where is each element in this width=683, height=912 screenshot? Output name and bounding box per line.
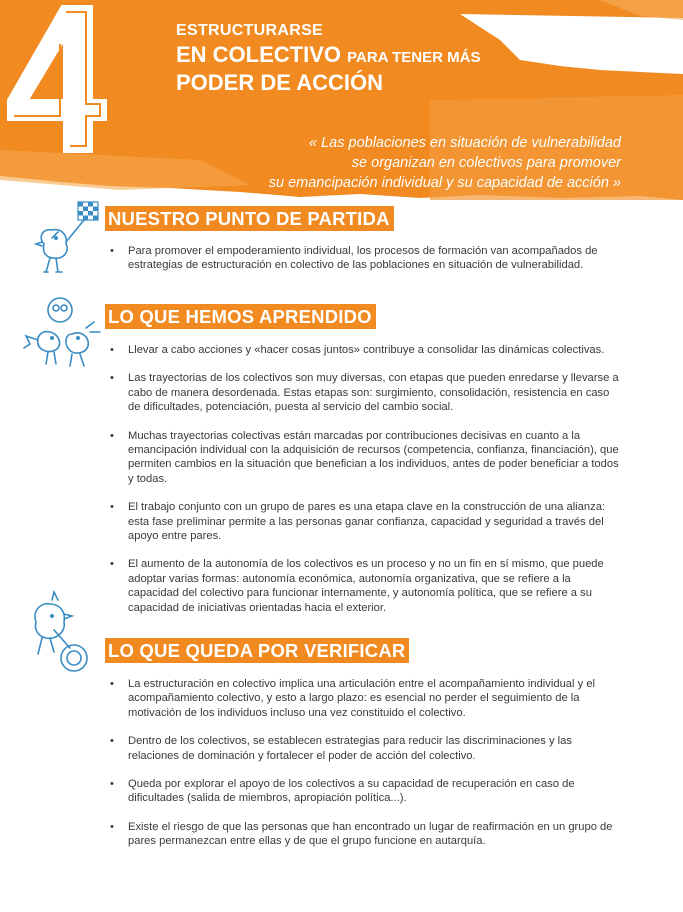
page-header [0,0,683,210]
birds-with-magnifier-icon [20,292,104,374]
header-quote [269,133,621,193]
bullet-list-to-verify [110,677,622,863]
title-line-1: ESTRUCTURARSE [176,22,324,39]
quote-line-3: su emancipación individual y su capacidad de acción » [268,175,621,191]
title-line-2-main: EN COLECTIVO [176,42,342,67]
title-line-2-small: PARA TENER MÁS [347,49,481,66]
section-heading-to-verify: LO QUE QUEDA POR VERIFICAR [105,638,409,663]
list-item: • Queda por explorar el apoyo de los colectivos a su capacidad de recuperación en caso de dificultades (salida de miembros, apropiación política...). [110,777,622,806]
list-item: • Llevar a cabo acciones y «hacer cosas juntos» contribuye a consolidar las dinámicas colectivas. [110,343,622,357]
bird-with-medal-icon [26,586,102,682]
title-line-2 [176,42,480,68]
quote-line-1: « Las poblaciones en situación de vulnerabilidad [309,135,621,151]
list-item: • El aumento de la autonomía de los colectivos es un proceso y no un fin en sí mismo, que puede adoptar varias formas: autonomía económica, autonomía organizativa, que se refiere a la capacidad del colectivo para funcionar internamente, y autonomía política, que se refiere a su capacidad de iniciativas orientadas hacia el exterior. [110,557,622,615]
bird-with-checkered-flag-icon [32,198,102,280]
list-item: • La estructuración en colectivo implica una articulación entre el acompañamiento individual y el acompañamiento colectivo, y esto a largo plazo: es esencial no perder el seguimiento de la motivación de los individuos incluso una vez constituido el colectivo. [110,677,622,720]
list-item: • El trabajo conjunto con un grupo de pares es una etapa clave en la construcción de una alianza: esta fase preliminar permite a las personas ganar confianza, capacidad y seguridad a través del apoyo entre pares. [110,500,622,543]
quote-line-2: se organizan en colectivos para promover [351,155,621,171]
list-item: • Las trayectorias de los colectivos son muy diversas, con etapas que pueden enredarse y llevarse a cabo de manera desordenada. Estas etapas son: surgimiento, consolidación, resistencia en caso de dificultades, potenciación, puesta al servicio del cambio social. [110,371,622,414]
list-item: • Muchas trayectorias colectivas están marcadas por contribuciones decisivas en cuanto a la emancipación individual con la adquisición de recursos (competencia, confianza, financiación), que permiten cambios en la situación que benefician a los individuos, antes de poder beneficiar a todos y todas. [110,429,622,487]
number-4-icon [0,0,110,160]
list-item: • Para promover el empoderamiento individual, los procesos de formación van acompañados de estrategias de estructuración en colectivo de las poblaciones en situación de vulnerabilidad. [110,244,622,273]
section-heading-starting-point: NUESTRO PUNTO DE PARTIDA [105,206,394,231]
title-line-3: PODER DE ACCIÓN [176,70,383,95]
header-title [176,22,480,96]
list-item: • Dentro de los colectivos, se establecen estrategias para reducir las discriminaciones y las relaciones de dominación y fortalecer el poder de acción del colectivo. [110,734,622,763]
section-heading-learned: LO QUE HEMOS APRENDIDO [105,304,376,329]
bullet-list-learned [110,343,622,629]
bullet-list-starting-point [110,244,622,287]
list-item: • Existe el riesgo de que las personas que han encontrado un lugar de reafirmación en un grupo de pares permanezcan entre ellas y de que el grupo funcione en autarquía. [110,820,622,849]
